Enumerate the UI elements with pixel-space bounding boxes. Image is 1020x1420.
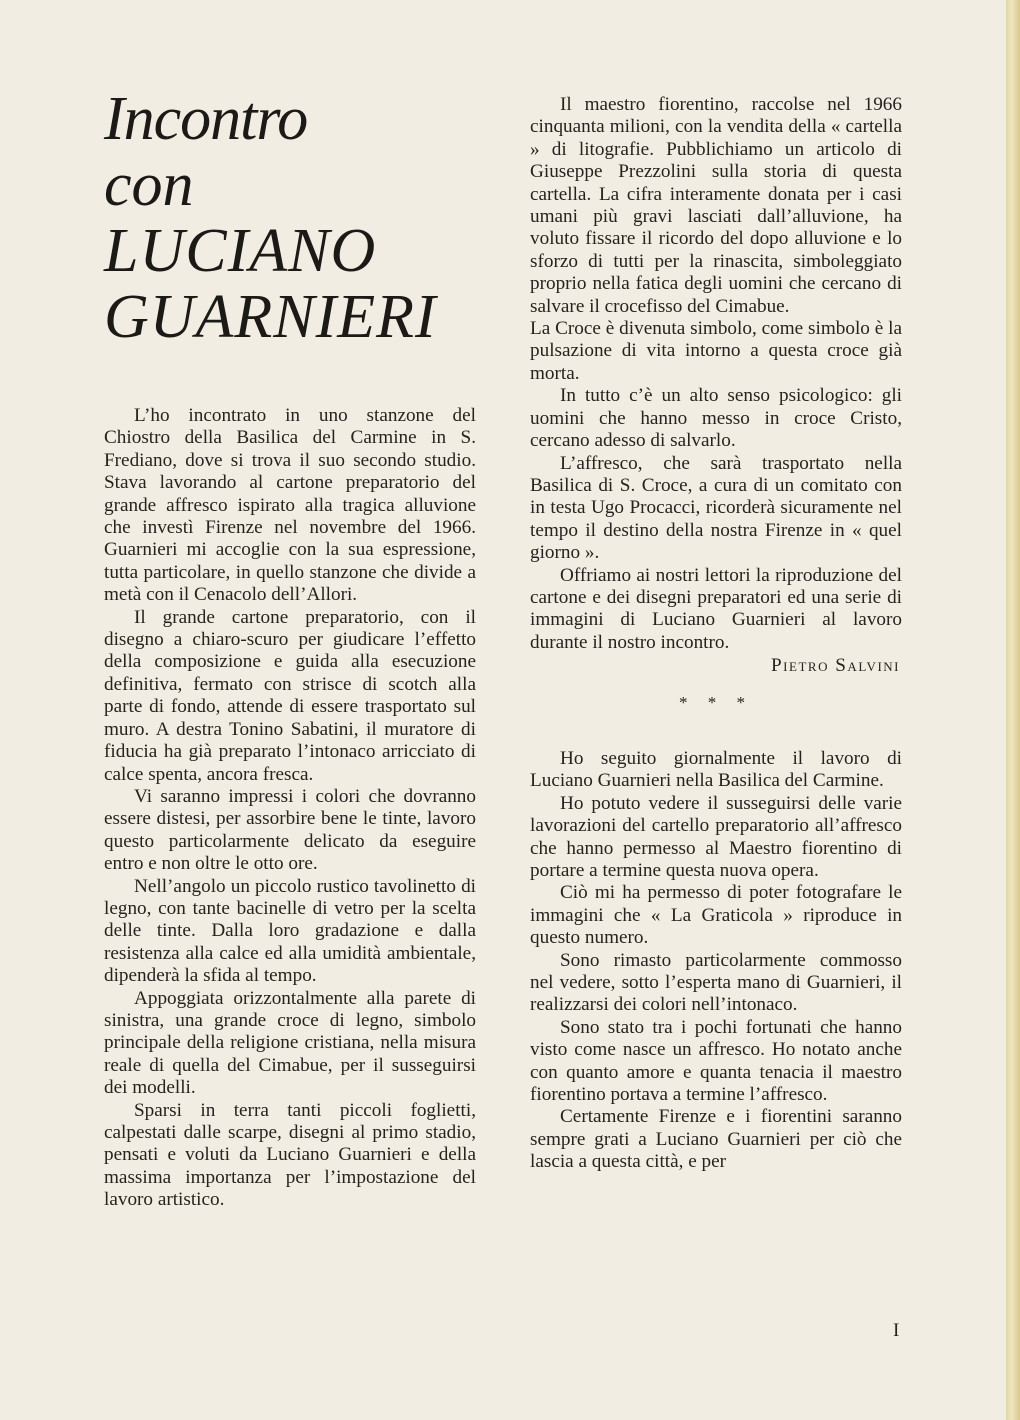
left-column [104,405,476,1212]
section-separator: * * * [679,692,753,712]
left-paragraph-5: Appoggiata orizzontalmente alla parete di sinistra, una grande croce di legno, simbolo principale della religione cristiana, nella misura reale di quella del Cimabue, per il susseguirsi dei modelli. [104,987,476,1099]
page-number: I [893,1320,900,1341]
right-paragraph-7: Ho potuto vedere il susseguirsi delle varie lavorazioni del cartello preparatorio all’affresco che hanno permesso al Maestro fiorentino di portare a termine questa nuova opera. [530,792,902,881]
article-title [104,86,504,350]
title-line-incontro: Incontro [104,85,308,153]
right-paragraph-9: Sono rimasto particolarmente commosso nel vedere, sotto l’esperta mano di Guarnieri, il realizzarsi dei colori nell’intonaco. [530,949,902,1016]
right-paragraph-1: Il maestro fiorentino, raccolse nel 1966 cinquanta milioni, con la vendita della « cartella » di litografie. Pubblichiamo un articolo di Giuseppe Prezzolini sulla storia di questa cartella. La cifra interamente donata per i casi umani più gravi lasciati dall’alluvione, ha voluto fissare il ricordo del dopo alluvione e lo sforzo di tutti per la rinascita, simboleggiato proprio nella fatica degli uomini che cercano di salvare il crocefisso del Cimabue. [530,94,902,317]
right-paragraph-6: Ho seguito giornalmente il lavoro di Luciano Guarnieri nella Basilica del Carmine. [530,747,902,792]
right-column [530,94,902,1174]
left-paragraph-1: L’ho incontrato in uno stanzone del Chiostro della Basilica del Carmine in S. Frediano, dove si trova il suo secondo studio. Stava lavorando al cartone preparatorio del grande affresco ispirato alla tragica alluvione che investì Firenze nel novembre del 1966. Guarnieri mi accoglie con la sua espressione, tutta particolare, in quello stanzone che divide a metà con il Cenacolo dell’Allori. [104,405,476,606]
right-paragraph-3: In tutto c’è un alto senso psicologico: gli uomini che hanno messo in croce Cristo, cercano adesso di salvarlo. [530,385,902,452]
title-line-con: con [104,151,194,219]
right-paragraph-2: La Croce è divenuta simbolo, come simbolo è la pulsazione di vita intorno a questa croce già morta. [530,318,902,384]
left-paragraph-3: Vi saranno impressi i colori che dovranno essere distesi, per assorbire bene le tinte, lavoro questo particolarmente delicato da eseguire entro e non oltre le otto ore. [104,785,476,875]
author-signature: Pietro Salvini [771,655,900,677]
left-paragraph-4: Nell’angolo un piccolo rustico tavolinetto di legno, con tante bacinelle di vetro per la scelta delle tinte. Dalla loro gradazione e dalla resistenza alla calce ed alla umidità ambientale, dipenderà la sfida al tempo. [104,875,476,987]
right-paragraph-5: Offriamo ai nostri lettori la riproduzione del cartone e dei disegni preparatori ed una serie di immagini di Luciano Guarnieri al lavoro durante il nostro incontro. [530,564,902,653]
title-line-guarnieri: GUARNIERI [104,283,437,351]
left-paragraph-2: Il grande cartone preparatorio, con il disegno a chiaro-scuro per giudicare l’effetto della composizione e guida alla esecuzione definitiva, fermato con strisce di scotch alla parte di fondo, attende di essere trasportato sul muro. A destra Tonino Sabatini, il muratore di fiducia ha già preparato l’intonaco arricciato di calce spenta, ancora fresca. [104,606,476,785]
right-paragraph-10: Sono stato tra i pochi fortunati che hanno visto come nasce un affresco. Ho notato anche con quanto amore e quanta tenacia il maestro fiorentino portava a termine l’affresco. [530,1016,902,1106]
right-paragraph-11: Certamente Firenze e i fiorentini saranno sempre grati a Luciano Guarnieri per ciò che lascia a questa città, e per [530,1106,902,1173]
title-line-luciano: LUCIANO [104,217,377,285]
right-paragraph-4: L’affresco, che sarà trasportato nella Basilica di S. Croce, a cura di un comitato con in testa Ugo Procacci, ricorderà sicuramente nel tempo il destino della nostra Firenze in « quel giorno ». [530,452,902,564]
paper-edge [1006,0,1020,1420]
left-paragraph-6: Sparsi in terra tanti piccoli foglietti, calpestati dalle scarpe, disegni al primo stadio, pensati e voluti da Luciano Guarnieri e della massima importanza per l’impostazione del lavoro artistico. [104,1099,476,1211]
right-paragraph-8: Ciò mi ha permesso di poter fotografare le immagini che « La Graticola » riproduce in questo numero. [530,882,902,949]
